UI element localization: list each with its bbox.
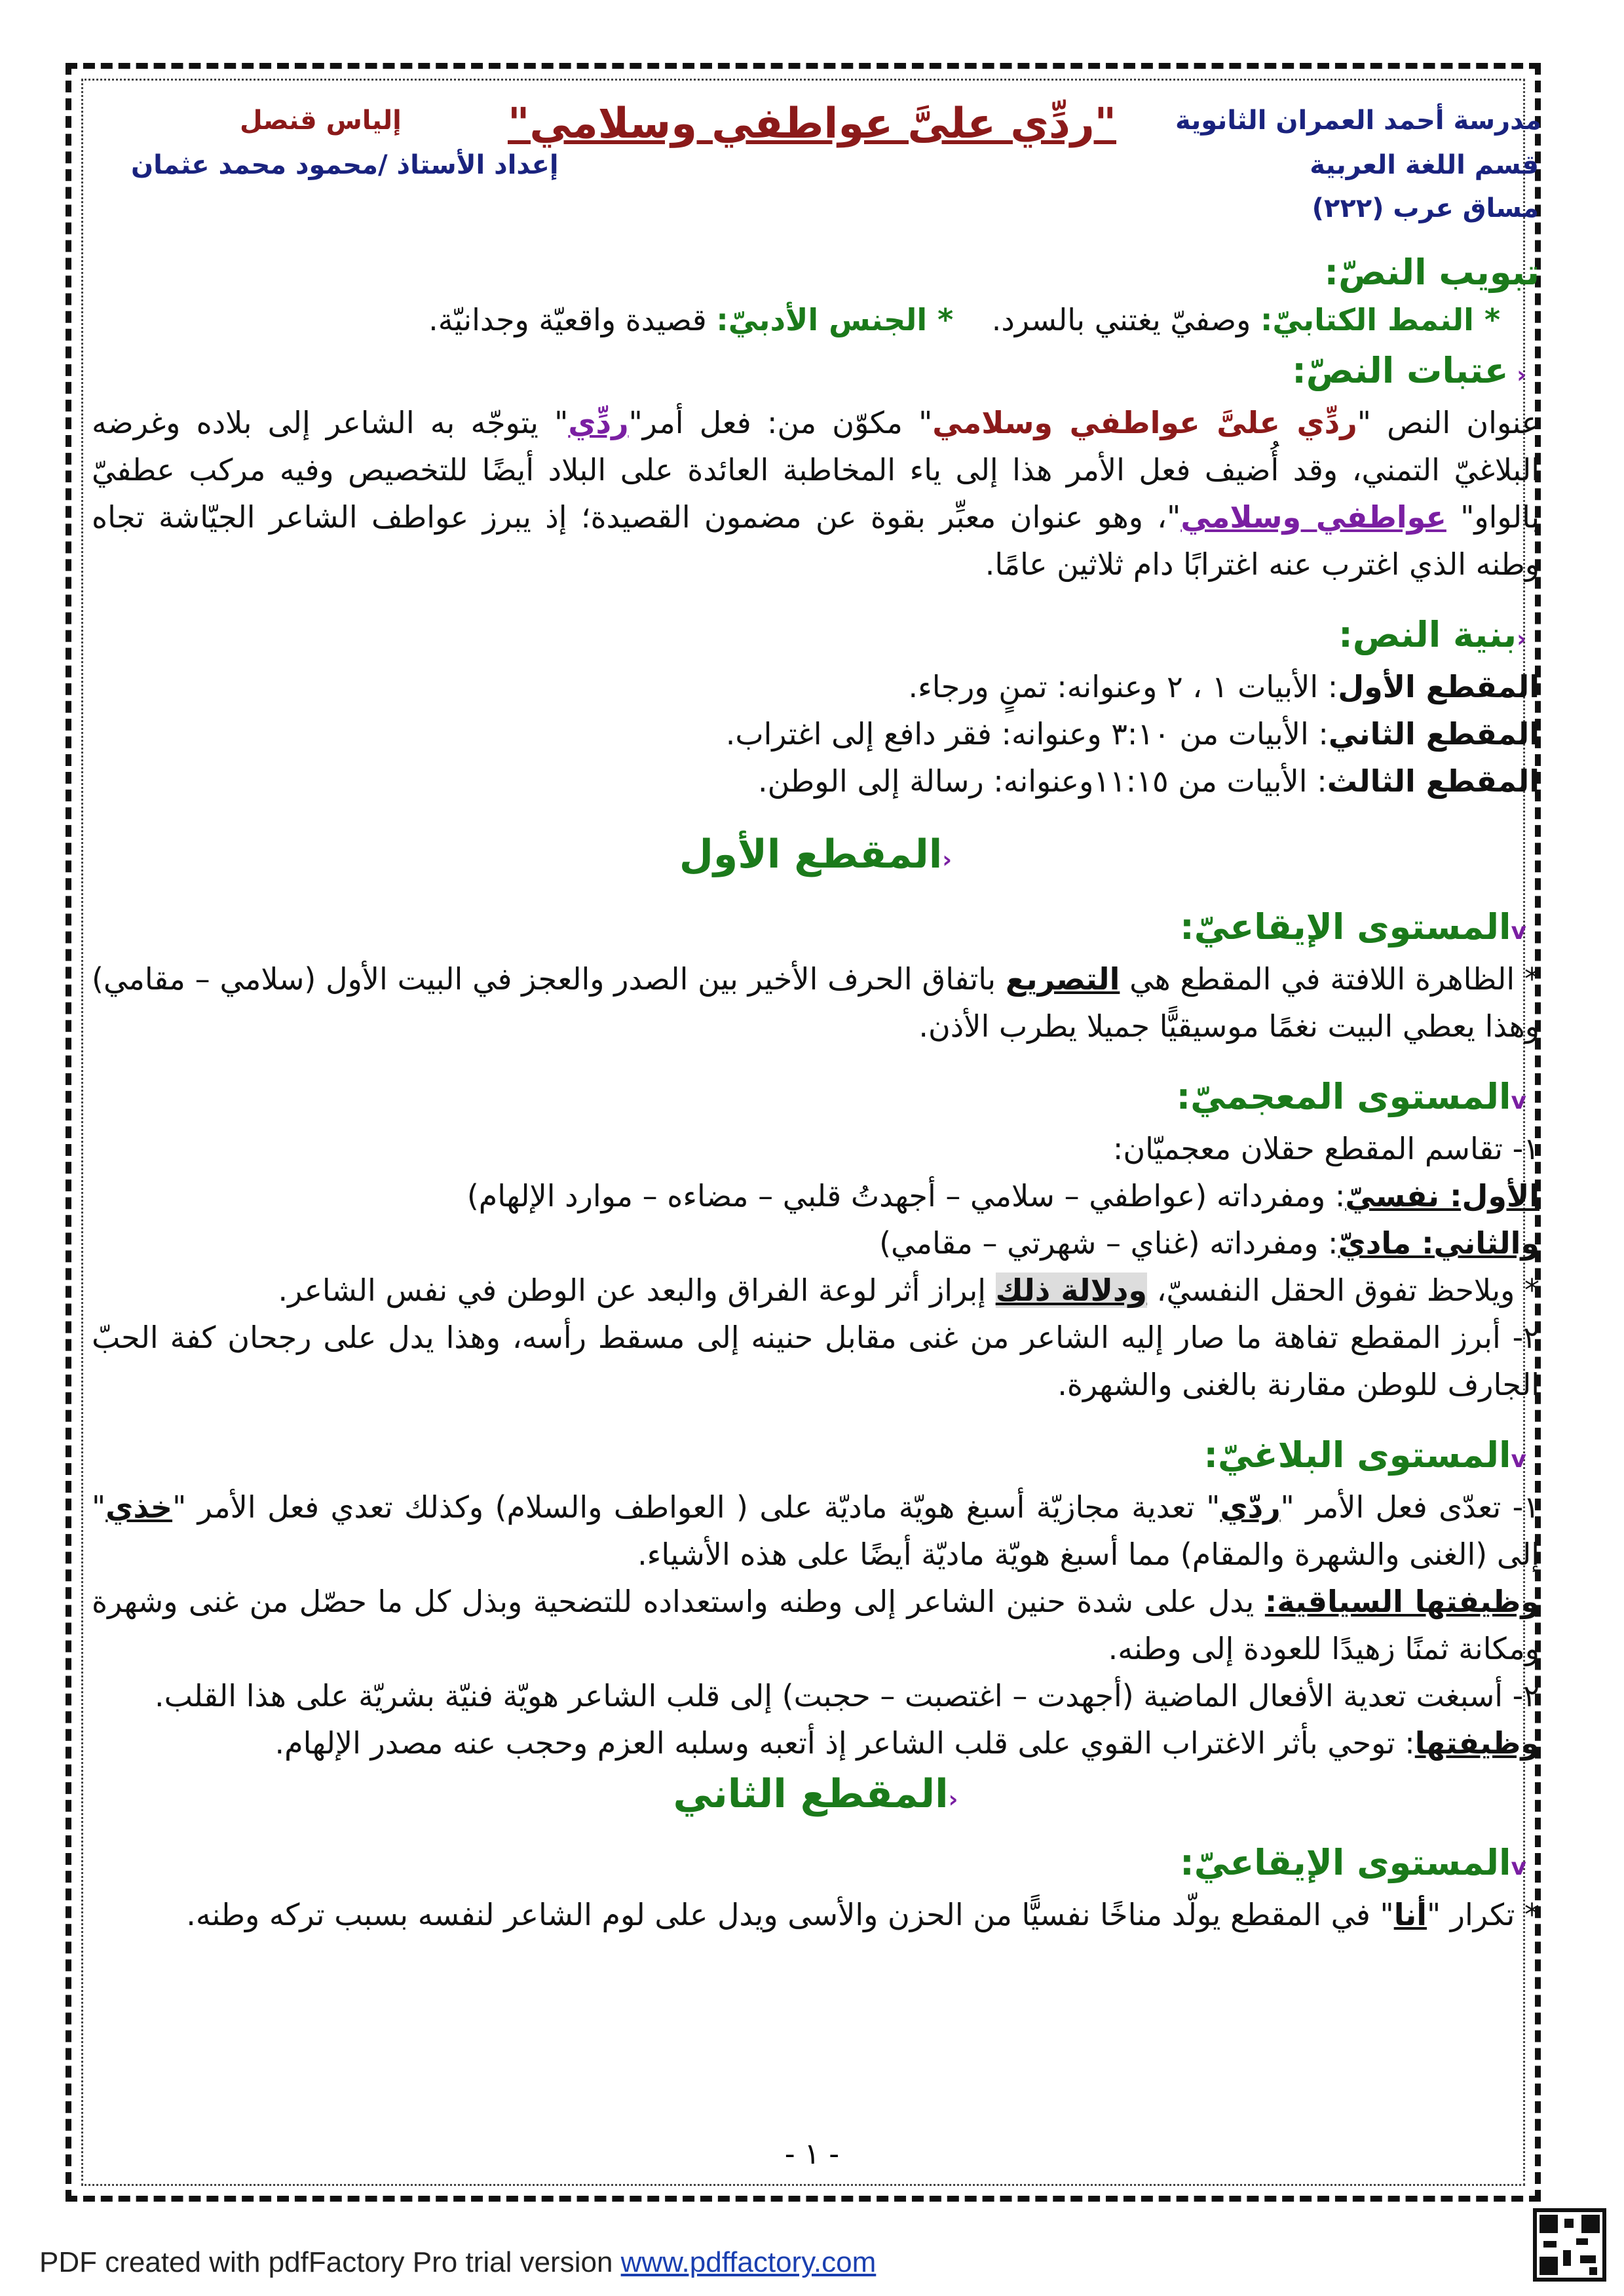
function-label: وظيفتها xyxy=(1414,1725,1539,1761)
text-run: باتفاق الحرف الأخير بين الصدر والعجز في البيت الأول (سلامي – مقامي) وهذا يعطي البيت نغمًا موسيقيًّا جميلا يطرب الأذن. xyxy=(92,961,1539,1044)
lexical-first-field xyxy=(92,1172,1539,1219)
structure-text: : الأبيات ١ ، ٢ وعنوانه: تمنٍ ورجاء. xyxy=(908,669,1338,704)
genre-value: قصيدة واقعيّة وجدانيّة. xyxy=(428,302,717,337)
qr-code-icon xyxy=(1533,2208,1606,2282)
text-run: * تكرار " xyxy=(1427,1897,1539,1932)
field-text: : ومفرداته (عواطفي – سلامي – أجهدتُ قلبي – مضاءه – موارد الإلهام) xyxy=(466,1178,1346,1214)
text-run: " مكوّن من: فعل أمر" xyxy=(628,405,933,440)
term: ردّي xyxy=(1220,1489,1281,1525)
structure-label: المقطع الثاني xyxy=(1328,716,1539,752)
classification-line xyxy=(92,296,1539,343)
term: أنا xyxy=(1393,1897,1427,1932)
section2-heading-text: المقطع الثاني xyxy=(673,1771,949,1817)
pdf-footer xyxy=(39,2246,876,2279)
prepared-by: إعداد الأستاذ /محمود محمد عثمان xyxy=(131,150,559,180)
check-icon: v xyxy=(1511,1088,1526,1115)
thresholds-heading xyxy=(92,347,1539,399)
poet-name: إلياس قنصل xyxy=(240,105,402,136)
structure-heading xyxy=(92,611,1539,663)
verb-ref: ردِّي xyxy=(568,405,629,440)
structure-item xyxy=(92,757,1539,805)
section1-heading xyxy=(92,831,1539,884)
text-run: * ويلاحظ تفوق الحقل النفسيّ، xyxy=(1147,1272,1539,1308)
arrow-icon: ‹ xyxy=(942,847,953,873)
structure-heading-text: بنية النص: xyxy=(1338,614,1517,655)
text-run: " إلى (الغنى والشهرة والمقام) مما أسبغ هويّة ماديّة أيضًا على هذه الأشياء. xyxy=(92,1489,1539,1572)
function-text: : توحي بأثر الاغتراب القوي على قلب الشاعر إذ أتعبه وسلبه العزم وحجب عنه مصدر الإلهام. xyxy=(274,1725,1415,1761)
school-name: مدرسة أحمد العمران الثانوية xyxy=(1175,105,1541,136)
field-label: الأول: نفسيّ xyxy=(1345,1178,1539,1214)
document-body xyxy=(92,249,1539,1938)
function-label: وظيفتها السياقية: xyxy=(1264,1584,1539,1619)
function-text: يدل على شدة حنين الشاعر إلى وطنه واستعداده للتضحية وبذل كل ما حصّل من غنى وشهرة ومكانة ثمنًا زهيدًا للعودة إلى وطنه. xyxy=(92,1584,1539,1666)
s1-rhetoric-heading-text: المستوى البلاغيّ: xyxy=(1203,1434,1511,1476)
style-value: وصفيّ يغتني بالسرد. xyxy=(991,302,1260,337)
arrow-icon: ‹ xyxy=(1508,362,1526,389)
compound-ref: عواطفي وسلامي xyxy=(1180,499,1446,535)
lexical-second-field xyxy=(92,1219,1539,1267)
s1-lexical-heading xyxy=(92,1073,1539,1125)
pdffactory-link[interactable]: www.pdffactory.com xyxy=(620,2246,877,2278)
text-run: إبراز أثر لوعة الفراق والبعد عن الوطن في نفس الشاعر. xyxy=(278,1272,996,1308)
rhetoric-point-2: ٢- أسبغت تعدية الأفعال الماضية (أجهدت – اغتصبت – حجبت) إلى قلب الشاعر هويّة فنيّة بشريّة على هذا القلب. xyxy=(155,1678,1539,1713)
s1-lexical-heading-text: المستوى المعجميّ: xyxy=(1176,1076,1511,1117)
arrow-icon: ‹ xyxy=(1517,626,1526,653)
structure-text: : الأبيات من ٣:١٠ وعنوانه: فقر دافع إلى اغتراب. xyxy=(725,716,1329,752)
term: التصريع xyxy=(1005,961,1120,997)
poem-title: "ردِّي علىَّ عواطفي وسلامي" xyxy=(507,100,1117,148)
structure-label: المقطع الأول xyxy=(1338,669,1539,704)
rhetoric-function-2 xyxy=(92,1719,1539,1767)
genre-label: * الجنس الأدبيّ: xyxy=(716,302,954,337)
lexical-note xyxy=(92,1267,1539,1314)
check-icon: v xyxy=(1511,1446,1526,1473)
lexical-point-1: ١- تقاسم المقطع حقلان معجميّان: xyxy=(1112,1131,1539,1166)
text-run: * الظاهرة اللافتة في المقطع هي xyxy=(1120,961,1539,997)
field-text: : ومفرداته (غناي – شهرتي – مقامي) xyxy=(879,1225,1338,1261)
text-run: " تعدية مجازيّة أسبغ هويّة ماديّة على ( العواطف والسلام) وكذلك تعدي فعل الأمر " xyxy=(172,1489,1220,1525)
structure-label: المقطع الثالث xyxy=(1327,763,1539,799)
section1-heading-text: المقطع الأول xyxy=(679,832,943,877)
thresholds-heading-text: عتبات النصّ: xyxy=(1292,350,1509,391)
text-run: ١- تعدّى فعل الأمر " xyxy=(1280,1489,1539,1525)
text-run: عنوان النص " xyxy=(1357,405,1540,440)
check-icon: v xyxy=(1511,1854,1526,1881)
s1-rhythm-paragraph xyxy=(92,955,1539,1050)
section2-heading xyxy=(92,1770,1539,1824)
structure-item xyxy=(92,663,1539,710)
term: ودلالة ذلك xyxy=(995,1272,1148,1308)
field-label: والثاني: ماديّ xyxy=(1338,1225,1539,1261)
rhetoric-function-1 xyxy=(92,1578,1539,1672)
text-run: "، وهو عنوان معبِّر بقوة عن مضمون القصيدة؛ إذ يبرز عواطف الشاعر الجيّاشة تجاه وطنه الذي اغترب عنه اغترابًا دام ثلاثين عامًا. xyxy=(92,499,1539,582)
lexical-point-2: ٢- أبرز المقطع تفاهة ما صار إليه الشاعر من غنى مقابل حنينه إلى مسقط رأسه، وهذا يدل على رجحان كفة الحبّ الجارف للوطن مقارنة بالغنى والشهرة. xyxy=(92,1320,1539,1402)
title-ref: ردِّي علىَّ عواطفي وسلامي xyxy=(932,405,1357,440)
text-run: " في المقطع يولّد مناخًا نفسيًّا من الحزن والأسى ويدل على لوم الشاعر لنفسه بسبب تركه وطنه. xyxy=(186,1897,1394,1932)
check-icon: v xyxy=(1511,918,1526,945)
track-name: مساق عرب (٢٢٢) xyxy=(1312,193,1539,223)
s1-rhetoric-heading xyxy=(92,1432,1539,1483)
classification-heading: تبويب النصّ: xyxy=(1324,252,1539,293)
s2-rhythm-heading xyxy=(92,1839,1539,1891)
s1-rhythm-heading xyxy=(92,904,1539,955)
department-name: قسم اللغة العربية xyxy=(1310,150,1539,180)
footer-text: PDF created with pdfFactory Pro trial version xyxy=(39,2246,621,2278)
term: خذي xyxy=(105,1489,173,1525)
arrow-icon: ‹ xyxy=(948,1786,958,1813)
rhetoric-point-1 xyxy=(92,1483,1539,1578)
text-run: " يتوجّه به الشاعر إلى بلاده وغرضه البلاغيّ التمني، وقد أُضيف فعل الأمر هذا إلى ياء المخاطبة العائدة على البلاد أيضًا للتخصيص وفيه مركب عطفيّ بالواو" xyxy=(92,405,1540,535)
style-label: * النمط الكتابيّ: xyxy=(1260,302,1500,337)
s2-rhythm-paragraph xyxy=(92,1891,1539,1938)
page-number: - ١ - xyxy=(784,2137,840,2171)
structure-text: : الأبيات من ١١:١٥وعنوانه: رسالة إلى الوطن. xyxy=(758,763,1327,799)
structure-item xyxy=(92,710,1539,757)
s1-rhythm-heading-text: المستوى الإيقاعيّ: xyxy=(1180,906,1511,947)
s2-rhythm-heading-text: المستوى الإيقاعيّ: xyxy=(1180,1842,1511,1883)
thresholds-paragraph xyxy=(92,399,1539,588)
